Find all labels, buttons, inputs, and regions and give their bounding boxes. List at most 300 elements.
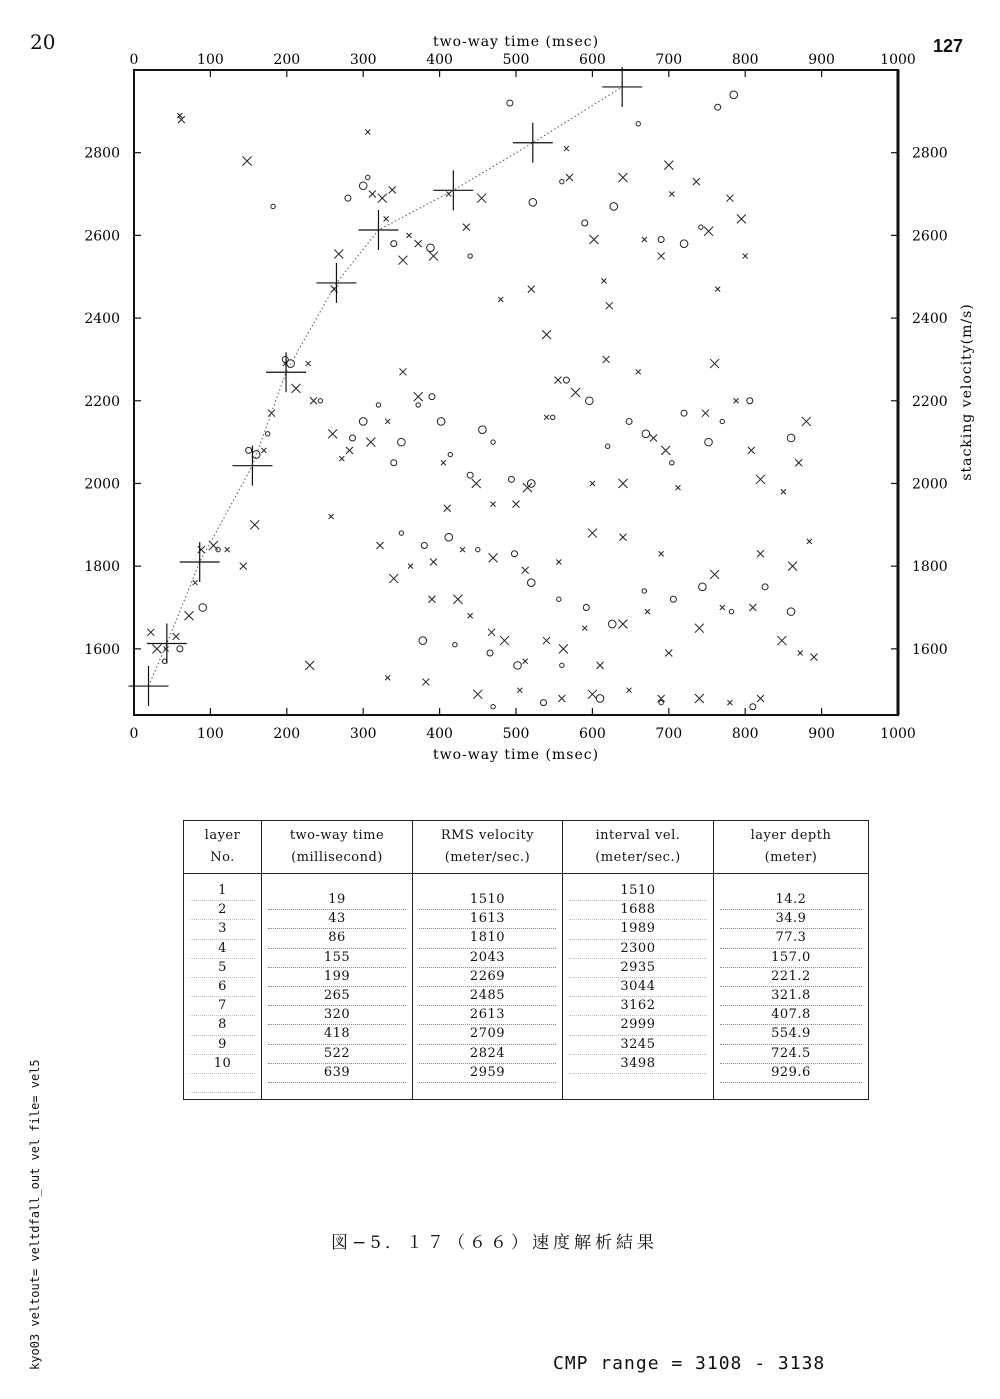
picked-velocity-cross (513, 123, 553, 163)
column-layer-no (184, 874, 262, 1100)
y-tick-label-left: 2000 (84, 476, 120, 493)
x-marker (777, 636, 786, 645)
o-marker (681, 410, 687, 416)
x-marker (664, 161, 673, 170)
o-marker (729, 609, 733, 613)
x-axis-label-top: two-way time (msec) (432, 34, 600, 50)
o-marker (626, 418, 632, 424)
y-tick-label-right: 1800 (912, 559, 948, 576)
x-marker (734, 398, 739, 403)
x-tick-label-bottom: 600 (579, 726, 606, 742)
x-marker (441, 460, 446, 465)
table-cell: 199 (268, 968, 406, 987)
o-marker (246, 447, 252, 453)
o-marker (705, 438, 713, 446)
table-cell: 2269 (419, 968, 556, 987)
o-marker (199, 604, 207, 612)
table-cell: 2959 (419, 1064, 556, 1083)
x-marker (675, 485, 680, 490)
x-marker (693, 178, 700, 185)
x-marker (603, 356, 610, 363)
x-marker (665, 649, 672, 656)
table-cell: 639 (268, 1064, 406, 1083)
x-marker (389, 574, 398, 583)
x-marker (473, 690, 482, 699)
o-marker (476, 547, 480, 551)
x-marker (429, 252, 438, 261)
o-marker (680, 240, 688, 248)
x-marker (619, 534, 626, 541)
o-marker (583, 605, 589, 611)
table-cell: 929.6 (720, 1064, 862, 1083)
x-marker (147, 629, 154, 636)
header-interval-vel: interval vel. (meter/sec.) (562, 821, 713, 874)
x-marker (810, 654, 817, 661)
o-marker (527, 579, 535, 587)
x-marker (415, 240, 422, 247)
x-tick-label-top: 200 (273, 52, 301, 68)
table-cell: 3 (190, 920, 255, 939)
x-marker (407, 233, 412, 238)
x-marker (802, 417, 811, 426)
x-tick-label-bottom: 200 (273, 726, 301, 742)
page-number-right: 127 (933, 36, 964, 56)
x-marker (198, 546, 205, 553)
x-marker (726, 195, 733, 202)
y-tick-label-right: 2600 (912, 228, 948, 245)
picked-velocity-cross (358, 210, 398, 250)
o-marker (507, 100, 513, 106)
o-marker (391, 460, 397, 466)
o-marker (511, 551, 517, 557)
header-two-way-time: two-way time (millisecond) (262, 821, 413, 874)
layer-table (183, 820, 869, 1100)
x-marker (225, 547, 230, 552)
x-marker (727, 700, 732, 705)
o-marker (596, 695, 604, 703)
o-marker (359, 418, 367, 426)
table-cell: 1688 (569, 901, 707, 920)
x-tick-label-top: 500 (502, 52, 530, 68)
table-cell: 2043 (419, 949, 556, 968)
x-tick-label-bottom: 400 (426, 726, 453, 742)
x-marker (243, 156, 252, 165)
x-marker (597, 662, 604, 669)
table-cell: 2824 (419, 1045, 556, 1064)
o-marker (468, 254, 472, 258)
picked-velocity-cross (180, 542, 220, 582)
table-cell: 43 (268, 910, 406, 929)
x-marker (291, 384, 300, 393)
table-cell: 10 (190, 1055, 255, 1074)
x-marker (582, 626, 587, 631)
x-marker (627, 688, 632, 693)
x-marker (185, 611, 194, 620)
cmp-range: CMP range = 3108 - 3138 (553, 1353, 826, 1374)
o-marker (557, 597, 561, 601)
x-marker (588, 529, 597, 538)
table-cell: 2485 (419, 987, 556, 1006)
x-marker (658, 695, 665, 702)
o-marker (730, 91, 738, 99)
x-marker (650, 434, 657, 441)
x-marker (669, 192, 674, 197)
x-marker (472, 479, 481, 488)
table-cell: 418 (268, 1025, 406, 1044)
x-tick-label-top: 600 (579, 52, 606, 68)
table-cell-spacer (720, 882, 862, 891)
table-cell: 157.0 (720, 949, 862, 968)
x-marker (710, 359, 719, 368)
table-cell: 1 (190, 882, 255, 901)
o-marker (419, 637, 427, 645)
o-marker (508, 476, 514, 482)
table-cell: 265 (268, 987, 406, 1006)
o-marker (162, 659, 166, 663)
y-tick-label-right: 1600 (912, 641, 948, 658)
column-interval-vel (562, 874, 713, 1100)
x-marker (743, 254, 748, 259)
x-marker (369, 191, 376, 198)
y-tick-label-left: 1800 (84, 559, 120, 576)
x-tick-label-bottom: 900 (808, 726, 835, 742)
table-cell: 1613 (419, 910, 556, 929)
x-marker (384, 216, 389, 221)
o-marker (429, 394, 435, 400)
x-marker (590, 481, 595, 486)
x-marker (522, 567, 529, 574)
x-axis-label-bottom: two-way time (msec) (432, 747, 600, 763)
x-marker (661, 446, 670, 455)
o-marker (398, 438, 406, 446)
o-marker (448, 452, 452, 456)
header-rms-velocity: RMS velocity (meter/sec.) (412, 821, 562, 874)
x-marker (385, 419, 390, 424)
table-cell: 19 (268, 891, 406, 910)
x-marker (173, 633, 180, 640)
o-marker (399, 531, 403, 535)
picked-velocity-cross (232, 446, 272, 486)
y-tick-label-left: 2800 (84, 145, 120, 162)
column-two-way-time (262, 874, 413, 1100)
table-cell-spacer (419, 882, 556, 891)
x-marker (240, 563, 247, 570)
x-marker (378, 194, 387, 203)
x-tick-label-bottom: 0 (129, 726, 139, 742)
x-marker (491, 502, 496, 507)
o-marker (787, 608, 795, 616)
table-cell: 4 (190, 940, 255, 959)
y-tick-label-right: 2400 (912, 311, 948, 328)
table-cell: 2613 (419, 1006, 556, 1025)
o-marker (479, 426, 487, 434)
table-cell: 724.5 (720, 1045, 862, 1064)
x-marker (339, 456, 344, 461)
o-marker (787, 434, 795, 442)
x-marker (566, 174, 573, 181)
x-marker (453, 595, 462, 604)
x-marker (517, 688, 522, 693)
x-marker (430, 559, 437, 566)
semblance-markers (147, 91, 817, 710)
table-cell: 9 (190, 1036, 255, 1055)
x-marker (399, 368, 406, 375)
o-marker (391, 241, 397, 247)
o-marker (699, 583, 707, 591)
x-tick-label-bottom: 300 (349, 726, 377, 742)
x-tick-label-bottom: 100 (197, 726, 224, 742)
x-marker (757, 550, 764, 557)
x-marker (250, 520, 259, 529)
o-marker (350, 435, 356, 441)
table-cell: 407.8 (720, 1006, 862, 1025)
x-marker (489, 553, 498, 562)
o-marker (563, 377, 569, 383)
o-marker (421, 542, 427, 548)
x-tick-label-top: 400 (426, 52, 453, 68)
table-cell: 77.3 (720, 929, 862, 948)
table-cell: 320 (268, 1006, 406, 1025)
o-marker (560, 663, 564, 667)
x-marker (558, 695, 565, 702)
velocity-function-line (149, 87, 623, 686)
x-marker (528, 286, 535, 293)
x-marker (781, 489, 786, 494)
o-marker (586, 397, 594, 405)
header-layer-depth: layer depth (meter) (713, 821, 868, 874)
x-marker (636, 369, 641, 374)
x-marker (152, 644, 161, 653)
x-marker (642, 237, 647, 242)
o-marker (487, 650, 493, 656)
x-marker (268, 410, 275, 417)
o-marker (416, 403, 420, 407)
x-marker (385, 675, 390, 680)
x-marker (468, 613, 473, 618)
x-marker (488, 629, 495, 636)
o-marker (762, 584, 768, 590)
x-tick-label-top: 700 (655, 52, 683, 68)
x-tick-label-top: 800 (731, 52, 759, 68)
x-marker (463, 224, 470, 231)
x-tick-label-bottom: 700 (655, 726, 683, 742)
x-marker (328, 429, 337, 438)
x-marker (659, 551, 664, 556)
x-marker (715, 287, 720, 292)
x-marker (749, 604, 756, 611)
x-marker (193, 580, 198, 585)
table-cell: 2935 (569, 959, 707, 978)
x-tick-label-top: 100 (197, 52, 224, 68)
x-marker (513, 501, 520, 508)
table-cell: 1810 (419, 929, 556, 948)
x-marker (788, 562, 797, 571)
table-cell: 1510 (419, 891, 556, 910)
o-marker (636, 122, 640, 126)
x-marker (408, 564, 413, 569)
picked-velocity-cross (316, 263, 356, 303)
x-marker (389, 186, 396, 193)
x-marker (618, 173, 627, 182)
o-marker (560, 179, 564, 183)
x-marker (329, 514, 334, 519)
o-marker (582, 220, 588, 226)
o-marker (491, 440, 495, 444)
x-marker (748, 447, 755, 454)
y-tick-label-left: 2600 (84, 228, 120, 245)
x-marker (334, 249, 343, 258)
o-marker (252, 451, 260, 459)
table-cell: 34.9 (720, 910, 862, 929)
table-cell: 86 (268, 929, 406, 948)
o-marker (658, 237, 664, 243)
o-marker (541, 700, 547, 706)
figure-caption: 図−5．１７（６６）速度解析結果 (331, 1233, 659, 1253)
x-marker (695, 694, 704, 703)
x-marker (618, 479, 627, 488)
x-marker (346, 447, 353, 454)
o-marker (750, 704, 756, 710)
table-cell: 2 (190, 901, 255, 920)
picked-velocity-cross (147, 623, 187, 663)
table-cell: 5 (190, 959, 255, 978)
x-marker (645, 609, 650, 614)
side-note: kyo03 veltout= veltdfall_out vel file= vel5 (28, 1059, 42, 1370)
table-cell: 2999 (569, 1016, 707, 1035)
o-marker (437, 418, 445, 426)
x-marker (795, 459, 802, 466)
table-cell: 14.2 (720, 891, 862, 910)
table-cell: 221.2 (720, 968, 862, 987)
o-marker (366, 175, 370, 179)
o-marker (659, 700, 663, 704)
x-marker (658, 253, 665, 260)
o-marker (271, 204, 275, 208)
o-marker (608, 620, 616, 628)
x-marker (428, 596, 435, 603)
column-layer-depth (713, 874, 868, 1100)
x-marker (618, 620, 627, 629)
table-cell: 554.9 (720, 1025, 862, 1044)
table-cell: 321.8 (720, 987, 862, 1006)
x-tick-label-top: 300 (349, 52, 377, 68)
x-marker (589, 235, 598, 244)
x-marker (559, 644, 568, 653)
x-marker (523, 659, 528, 664)
header-layer-no: layer No. (184, 821, 262, 874)
y-tick-label-right: 2200 (912, 393, 948, 410)
x-marker (704, 227, 713, 236)
x-marker (571, 388, 580, 397)
x-marker (720, 605, 725, 610)
page-number-left: 20 (30, 30, 56, 54)
o-marker (699, 225, 703, 229)
picked-velocity-cross (602, 67, 642, 107)
o-marker (453, 643, 457, 647)
table-cell (190, 1074, 255, 1093)
x-marker (377, 542, 384, 549)
o-marker (715, 104, 721, 110)
o-marker (605, 444, 609, 448)
x-marker (702, 410, 709, 417)
o-marker (610, 203, 618, 211)
y-tick-label-right: 2800 (912, 145, 948, 162)
o-marker (550, 415, 554, 419)
o-marker (177, 646, 183, 652)
x-marker (601, 278, 606, 283)
x-marker (460, 547, 465, 552)
o-marker (514, 662, 522, 670)
o-marker (345, 195, 351, 201)
y-tick-label-right: 2000 (912, 476, 948, 493)
x-tick-label-top: 900 (808, 52, 835, 68)
x-marker (414, 392, 423, 401)
o-marker (318, 399, 322, 403)
x-marker (306, 361, 311, 366)
o-marker (720, 419, 724, 423)
o-marker (642, 430, 650, 438)
y-tick-label-left: 1600 (84, 641, 120, 658)
x-marker (365, 130, 370, 135)
table-cell: 8 (190, 1016, 255, 1035)
x-marker (756, 475, 765, 484)
o-marker (427, 244, 435, 252)
table-cell: 155 (268, 949, 406, 968)
y-tick-label-left: 2200 (84, 393, 120, 410)
x-marker (757, 695, 764, 702)
x-marker (544, 415, 549, 420)
table-cell: 7 (190, 997, 255, 1016)
table-cell: 522 (268, 1045, 406, 1064)
x-marker (305, 661, 314, 670)
x-marker (543, 637, 550, 644)
table-cell: 3498 (569, 1055, 707, 1074)
table-cell: 3245 (569, 1036, 707, 1055)
o-marker (529, 199, 537, 207)
picked-velocity-cross (433, 170, 473, 210)
x-tick-label-top: 1000 (880, 52, 916, 68)
x-marker (710, 570, 719, 579)
o-marker (445, 533, 453, 541)
x-marker (588, 690, 597, 699)
x-marker (477, 194, 486, 203)
o-marker (670, 461, 674, 465)
x-marker (444, 505, 451, 512)
x-marker (807, 539, 812, 544)
x-marker (564, 146, 569, 151)
x-marker (261, 448, 266, 453)
plot-frame (134, 70, 898, 715)
o-marker (467, 472, 473, 478)
x-tick-label-bottom: 500 (502, 726, 530, 742)
table-cell: 2709 (419, 1025, 556, 1044)
x-tick-label-top: 0 (129, 52, 139, 68)
x-marker (737, 214, 746, 223)
o-marker (670, 596, 676, 602)
x-marker (398, 256, 407, 265)
x-marker (556, 560, 561, 565)
y-tick-label-left: 2400 (84, 311, 120, 328)
x-marker (500, 636, 509, 645)
x-tick-label-bottom: 800 (731, 726, 759, 742)
x-marker (555, 377, 562, 384)
x-marker (695, 624, 704, 633)
table-cell: 2300 (569, 940, 707, 959)
x-marker (422, 678, 429, 685)
table-cell: 3162 (569, 997, 707, 1016)
table-cell: 3044 (569, 978, 707, 997)
x-marker (366, 438, 375, 447)
